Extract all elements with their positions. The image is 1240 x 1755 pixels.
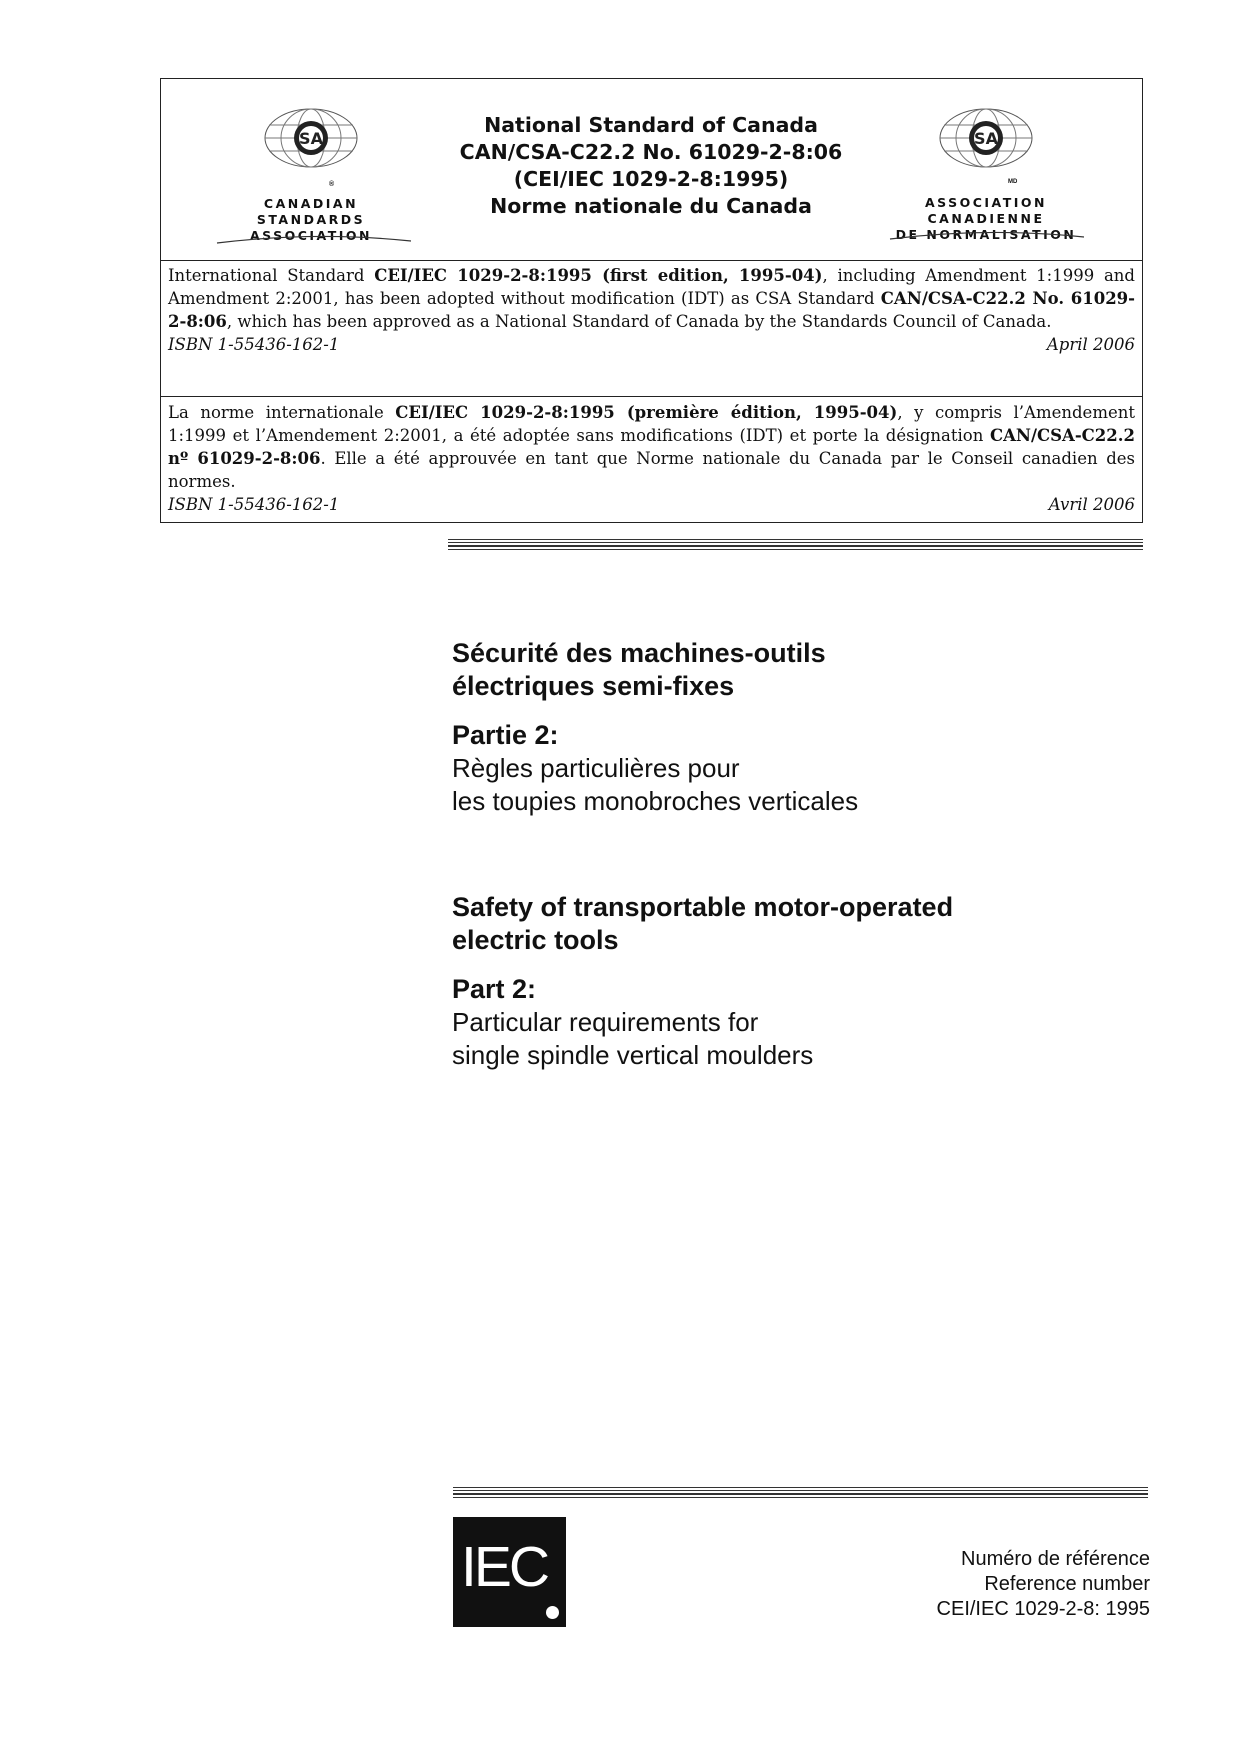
swoosh-decoration (215, 231, 415, 245)
english-adoption-notice (161, 264, 1142, 397)
iec-logo-dot (546, 1606, 559, 1619)
org-name-english: CANADIAN STANDARDS ASSOCIATION (249, 196, 373, 243)
english-subtitle-1: Particular requirements for (452, 1007, 759, 1037)
french-adoption-notice (161, 401, 1142, 516)
svg-text:SA: SA (974, 129, 998, 148)
english-main-title-1: Safety of transportable motor-operated (452, 892, 954, 922)
isbn: ISBN 1-55436-162-1 (168, 495, 340, 514)
title-line-2: CAN/CSA-C22.2 No. 61029-2-8:06 (459, 140, 843, 164)
divider-rule-top (448, 539, 1143, 552)
title-line-3: (CEI/IEC 1029-2-8:1995) (513, 167, 789, 191)
title-line-1: National Standard of Canada (484, 113, 818, 137)
english-title-block (452, 891, 953, 1072)
registered-mark: ® (329, 181, 335, 188)
publication-date: Avril 2006 (1048, 495, 1135, 514)
reference-label-french: Numéro de référence (961, 1548, 1150, 1570)
md-mark: MD (1008, 179, 1018, 185)
standard-titles (431, 112, 871, 220)
iec-logo (453, 1517, 566, 1627)
svg-text:SA: SA (299, 129, 323, 148)
csa-logo-french (886, 107, 1086, 247)
csa-logo-english (211, 107, 411, 247)
reference-label-english: Reference number (984, 1573, 1150, 1595)
divider-rule-bottom (453, 1487, 1148, 1500)
english-meta-line (168, 333, 1135, 356)
csa-globe-icon (263, 107, 359, 169)
english-subtitle-2: single spindle vertical moulders (452, 1040, 814, 1070)
french-title-block (452, 637, 858, 818)
french-main-title-2: électriques semi-fixes (452, 671, 735, 701)
english-notice-text: International Standard CEI/IEC 1029-2-8:1995 (first edition, 1995-04), including Amendment 1:1999 and Amendment 2:2001, has been adopted without modification (IDT) as CSA Standard CAN/CSA-C22.2 No. 61029-2-8:06, which has been approved as a National Standard of Canada by the Standards Council of Canada. (168, 266, 1136, 331)
reference-number-block (937, 1547, 1150, 1622)
french-part-label: Partie 2: (452, 720, 559, 750)
french-subtitle-1: Règles particulières pour (452, 753, 740, 783)
header-box (160, 78, 1143, 523)
french-main-title-1: Sécurité des machines-outils (452, 638, 826, 668)
reference-number: CEI/IEC 1029-2-8: 1995 (936, 1598, 1150, 1620)
french-subtitle-2: les toupies monobroches verticales (452, 786, 859, 816)
english-main-title-2: electric tools (452, 925, 619, 955)
csa-globe-icon (938, 107, 1034, 169)
header-top (161, 79, 1142, 261)
english-part-label: Part 2: (452, 974, 537, 1004)
iec-logo-text: IEC (461, 1535, 548, 1599)
isbn: ISBN 1-55436-162-1 (168, 335, 340, 354)
french-meta-line (168, 493, 1135, 516)
swoosh-decoration (888, 227, 1088, 241)
title-line-4: Norme nationale du Canada (490, 194, 812, 218)
org-name-french: ASSOCIATION CANADIENNE DE NORMALISATION (895, 195, 1077, 242)
french-notice-text: La norme internationale CEI/IEC 1029-2-8:1995 (première édition, 1995-04), y compris l’Amendement 1:1999 et l’Amendement 2:2001, a été adoptée sans modifications (IDT) et porte la désignation CAN/CSA-C22.2 nº 61029-2-8:06. Elle a été approuvée en tant que Norme nationale du Canada par le Conseil canadien des normes. (168, 403, 1135, 491)
publication-date: April 2006 (1046, 335, 1135, 354)
